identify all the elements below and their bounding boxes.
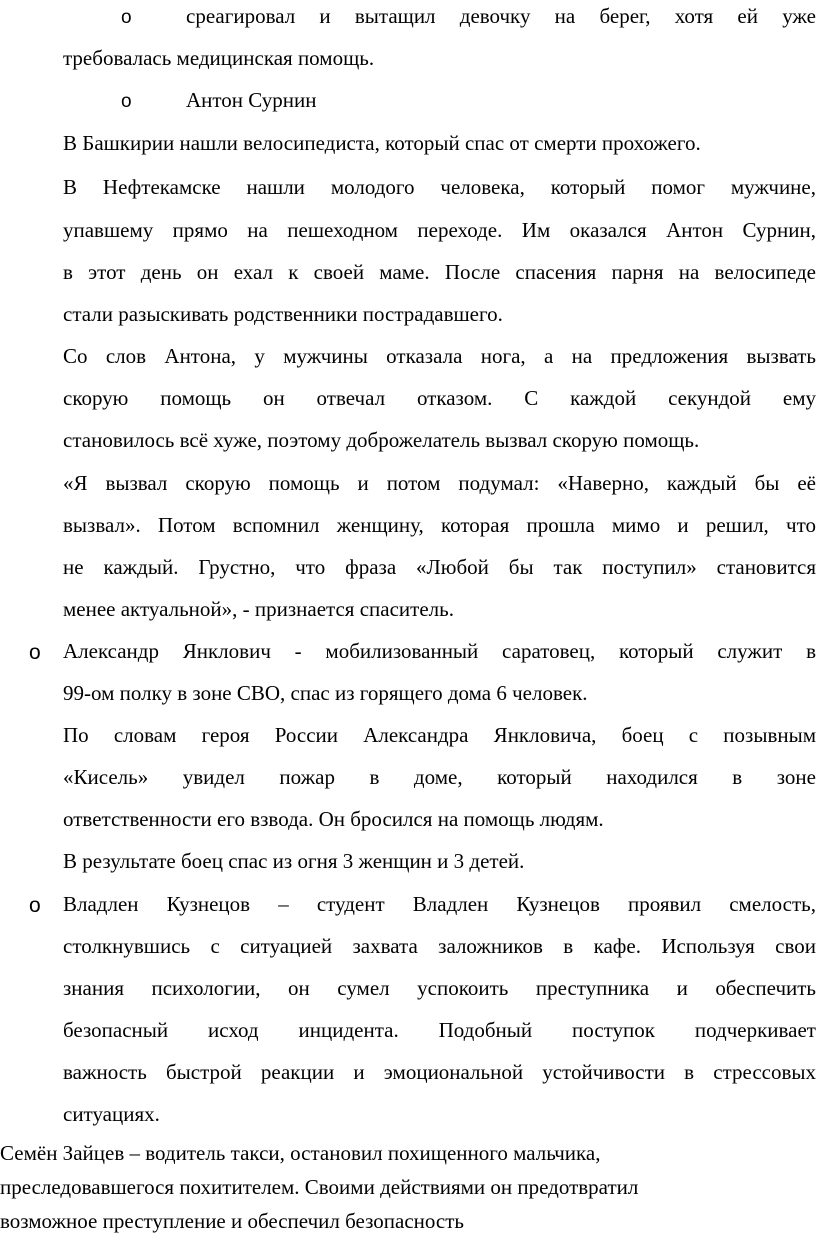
text-line: ответственности его взвода. Он бросился на помощь людям. — [63, 807, 604, 831]
text-line: в этот день он ехал к своей маме. После спасения парня на велосипеде — [63, 260, 816, 284]
text-line: скорую помощь он отвечал отказом. С каждой секундой ему — [63, 386, 816, 410]
text-line: становилось всё хуже, поэтому доброжелатель вызвал скорую помощь. — [63, 428, 700, 452]
text-line: «Я вызвал скорую помощь и потом подумал: «Наверно, каждый бы её — [63, 471, 816, 495]
text-line: столкнувшись с ситуацией захвата заложников в кафе. Используя свои — [63, 934, 816, 958]
text-line: Владлен Кузнецов – студент Владлен Кузнецов проявил смелость, — [63, 892, 816, 916]
text-line: ситуациях. — [63, 1102, 160, 1126]
item-heading: Антон Сурнин — [186, 88, 317, 112]
text-line: «Кисель» увидел пожар в доме, который находился в зоне — [63, 765, 816, 789]
text-line: Со слов Антона, у мужчины отказала нога, а на предложения вызвать — [63, 344, 816, 368]
text-line: стали разыскивать родственники пострадавшего. — [63, 302, 503, 326]
text-line: среагировал и вытащил девочку на берег, хотя ей уже — [186, 4, 816, 28]
text-line: Семён Зайцев – водитель такси, остановил похищенного мальчика, — [0, 1141, 601, 1165]
text-line: безопасный исход инцидента. Подобный поступок подчеркивает — [63, 1018, 816, 1042]
text-line: В результате боец спас из огня 3 женщин и 3 детей. — [63, 849, 525, 873]
text-line: менее актуальной», - признается спаситель. — [63, 597, 454, 621]
text-line: В Нефтекамске нашли молодого человека, который помог мужчине, — [63, 175, 816, 199]
bullet-marker: o — [29, 894, 41, 917]
text-line: возможное преступление и обеспечил безопасность — [0, 1209, 464, 1233]
bullet-marker: o — [121, 7, 132, 28]
text-line: не каждый. Грустно, что фраза «Любой бы так поступил» становится — [63, 555, 816, 579]
text-line: 99-ом полку в зоне СВО, спас из горящего дома 6 человек. — [63, 681, 588, 705]
text-line: В Башкирии нашли велосипедиста, который спас от смерти прохожего. — [63, 131, 701, 155]
text-line: важность быстрой реакции и эмоциональной устойчивости в стрессовых — [63, 1060, 816, 1084]
text-line: требовалась медицинская помощь. — [63, 46, 375, 70]
bullet-marker: o — [121, 91, 132, 112]
text-line: упавшему прямо на пешеходном переходе. Им оказался Антон Сурнин, — [63, 218, 816, 242]
text-line: знания психологии, он сумел успокоить преступника и обеспечить — [63, 976, 816, 1000]
bullet-marker: o — [29, 641, 41, 664]
text-line: преследовавшегося похитителем. Своими действиями он предотвратил — [0, 1175, 639, 1199]
text-line: вызвал». Потом вспомнил женщину, которая прошла мимо и решил, что — [63, 513, 816, 537]
text-line: По словам героя России Александра Янкловича, боец с позывным — [63, 723, 816, 747]
text-line: Александр Янклович - мобилизованный саратовец, который служит в — [63, 639, 816, 663]
